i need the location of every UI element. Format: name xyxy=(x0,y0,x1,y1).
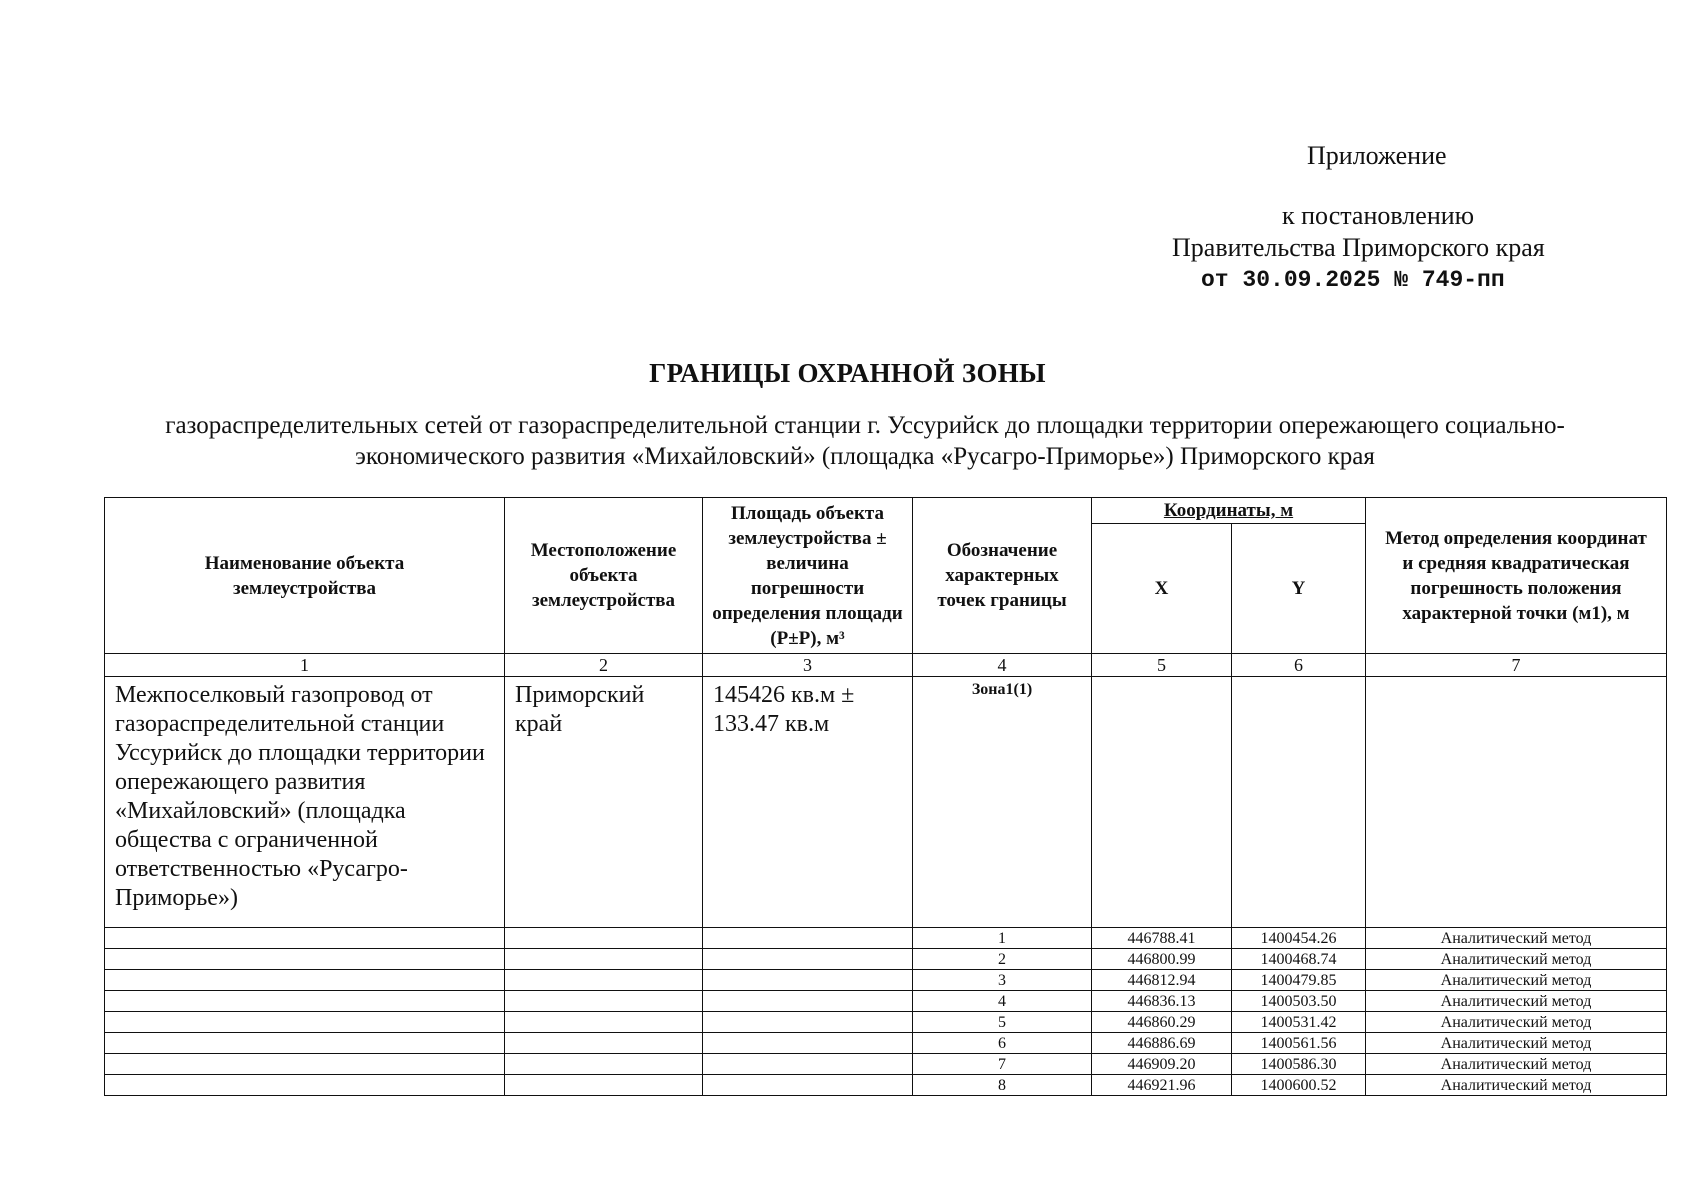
empty-cell xyxy=(703,970,913,991)
coord-x: 446860.29 xyxy=(1092,1012,1232,1033)
empty-cell xyxy=(105,1033,505,1054)
empty-cell xyxy=(105,1075,505,1096)
appendix-decree-line: к постановлению xyxy=(1282,201,1475,230)
object-name: Межпоселковый газопровод от газораспределительной станции Уссурийск до площадки территории опережающего развития «Михайловский» (площадка общества с ограниченной ответственностью «Русагро-Приморье») xyxy=(105,677,505,928)
col-number: 2 xyxy=(505,654,703,677)
method: Аналитический метод xyxy=(1366,970,1667,991)
header-method: Метод определения координат и средняя квадратическая погрешность положения характерной точки (м1), м xyxy=(1366,498,1667,654)
method: Аналитический метод xyxy=(1366,991,1667,1012)
coord-y: 1400600.52 xyxy=(1232,1075,1366,1096)
col-number: 7 xyxy=(1366,654,1667,677)
point-number: 8 xyxy=(913,1075,1092,1096)
point-number: 3 xyxy=(913,970,1092,991)
table-row xyxy=(105,928,1667,949)
coord-y: 1400531.42 xyxy=(1232,1012,1366,1033)
table-row xyxy=(105,1054,1667,1075)
appendix-heading: Приложение xyxy=(1307,141,1447,170)
method: Аналитический метод xyxy=(1366,949,1667,970)
coord-x: 446921.96 xyxy=(1092,1075,1232,1096)
point-number: 6 xyxy=(913,1033,1092,1054)
empty-cell xyxy=(1366,677,1667,928)
object-row xyxy=(105,677,1667,928)
point-number: 7 xyxy=(913,1054,1092,1075)
appendix-date-number: от 30.09.2025 № 749-пп xyxy=(1201,267,1505,293)
table-row xyxy=(105,1033,1667,1054)
table-row xyxy=(105,1075,1667,1096)
point-number: 4 xyxy=(913,991,1092,1012)
empty-cell xyxy=(505,949,703,970)
coord-x: 446886.69 xyxy=(1092,1033,1232,1054)
header-x: X xyxy=(1092,524,1232,654)
header-location: Местоположение объекта землеустройства xyxy=(505,498,703,654)
empty-cell xyxy=(1092,677,1232,928)
table-row xyxy=(105,949,1667,970)
empty-cell xyxy=(703,928,913,949)
empty-cell xyxy=(1232,677,1366,928)
empty-cell xyxy=(505,928,703,949)
coord-y: 1400468.74 xyxy=(1232,949,1366,970)
table-row xyxy=(105,991,1667,1012)
empty-cell xyxy=(505,970,703,991)
col-number: 5 xyxy=(1092,654,1232,677)
empty-cell xyxy=(505,1075,703,1096)
coord-x: 446800.99 xyxy=(1092,949,1232,970)
method: Аналитический метод xyxy=(1366,1012,1667,1033)
object-location: Приморский край xyxy=(505,677,703,928)
point-number: 2 xyxy=(913,949,1092,970)
empty-cell xyxy=(505,1033,703,1054)
method: Аналитический метод xyxy=(1366,928,1667,949)
empty-cell xyxy=(703,949,913,970)
empty-cell xyxy=(505,1054,703,1075)
empty-cell xyxy=(703,991,913,1012)
empty-cell xyxy=(703,1012,913,1033)
header-y: Y xyxy=(1232,524,1366,654)
point-number: 5 xyxy=(913,1012,1092,1033)
method: Аналитический метод xyxy=(1366,1054,1667,1075)
empty-cell xyxy=(505,991,703,1012)
empty-cell xyxy=(105,991,505,1012)
empty-cell xyxy=(703,1033,913,1054)
header-name: Наименование объекта землеустройства xyxy=(105,498,505,654)
column-numbers-row xyxy=(105,654,1667,677)
coord-y: 1400561.56 xyxy=(1232,1033,1366,1054)
point-number: 1 xyxy=(913,928,1092,949)
coord-y: 1400454.26 xyxy=(1232,928,1366,949)
table-row xyxy=(105,970,1667,991)
header-area: Площадь объекта землеустройства ± величина погрешности определения площади (P±P), м³ xyxy=(703,498,913,654)
header-coordinates: Координаты, м xyxy=(1092,498,1366,524)
method: Аналитический метод xyxy=(1366,1075,1667,1096)
table-row xyxy=(105,1012,1667,1033)
coord-y: 1400586.30 xyxy=(1232,1054,1366,1075)
object-area: 145426 кв.м ± 133.47 кв.м xyxy=(703,677,913,928)
header-points: Обозначение характерных точек границы xyxy=(913,498,1092,654)
zone-label: Зона1(1) xyxy=(913,677,1092,928)
empty-cell xyxy=(105,928,505,949)
document-title: ГРАНИЦЫ ОХРАННОЙ ЗОНЫ xyxy=(649,358,1046,388)
empty-cell xyxy=(105,1012,505,1033)
coord-y: 1400479.85 xyxy=(1232,970,1366,991)
method: Аналитический метод xyxy=(1366,1033,1667,1054)
empty-cell xyxy=(703,1075,913,1096)
empty-cell xyxy=(105,1054,505,1075)
coord-x: 446812.94 xyxy=(1092,970,1232,991)
empty-cell xyxy=(105,970,505,991)
document-subtitle: газораспределительных сетей от газораспределительной станции г. Уссурийск до площадки территории опережающего социально-экономического развития «Михайловский» (площадка «Русагро-Приморье») Приморского края xyxy=(165,412,1565,470)
col-number: 1 xyxy=(105,654,505,677)
coord-x: 446909.20 xyxy=(1092,1054,1232,1075)
coordinates-table xyxy=(104,497,1667,1096)
empty-cell xyxy=(505,1012,703,1033)
empty-cell xyxy=(105,949,505,970)
col-number: 6 xyxy=(1232,654,1366,677)
coord-x: 446836.13 xyxy=(1092,991,1232,1012)
empty-cell xyxy=(703,1054,913,1075)
col-number: 4 xyxy=(913,654,1092,677)
col-number: 3 xyxy=(703,654,913,677)
appendix-government-line: Правительства Приморского края xyxy=(1172,233,1545,262)
coord-x: 446788.41 xyxy=(1092,928,1232,949)
coord-y: 1400503.50 xyxy=(1232,991,1366,1012)
